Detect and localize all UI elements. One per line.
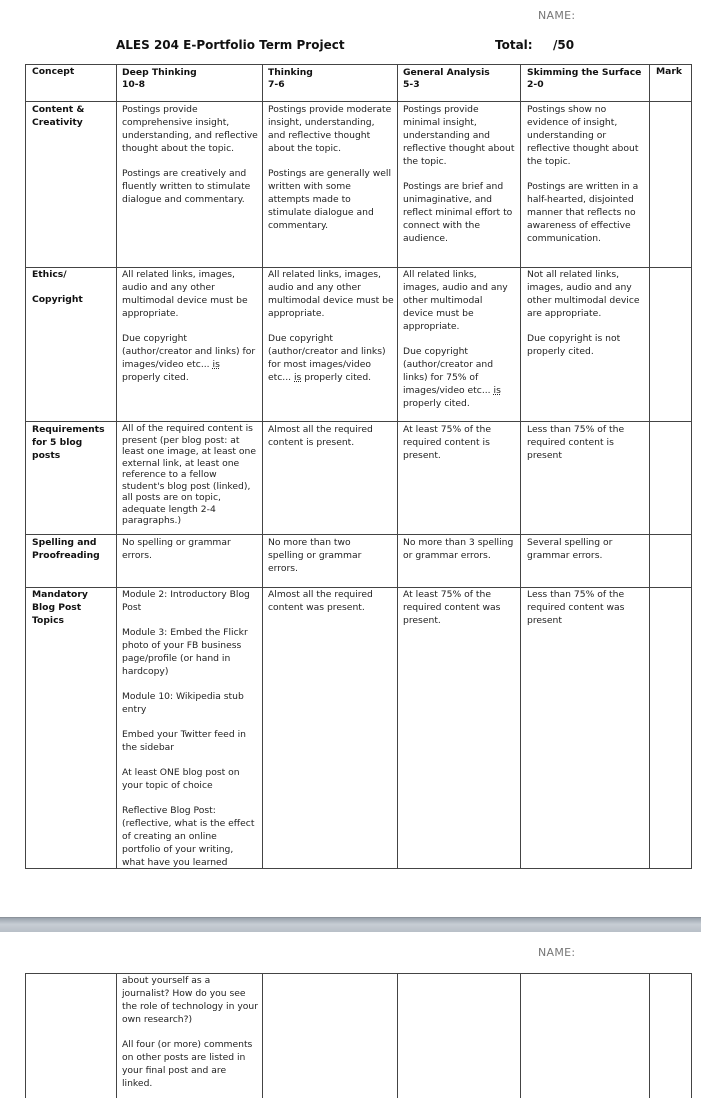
cell-mandatory-skim: Less than 75% of the required content was present	[527, 589, 625, 626]
cell-content-thinking: Postings provide moderate insight, understanding, and reflective thought about the topic. Postings are generally well written with some attempts made to stimulate dialogue and commentary.	[268, 104, 392, 231]
page-separator	[0, 917, 701, 932]
cell-ethics-general: All related links, images, audio and any other multimodal device must be appropriate. Due copyright (author/creator and links) for 75% of images/video etc... is properly cited.	[403, 269, 508, 409]
cell-requirements-deep: All of the required content is present (per blog post: at least one image, at least one external link, at least one reference to a fellow student's blog post (linked), all posts are on topic, adequate length 2-4 paragraphs.)	[122, 423, 257, 526]
header-deep-thinking: Deep Thinking 10-8	[122, 67, 197, 90]
concept-spelling: Spelling and Proofreading	[32, 537, 100, 561]
cell-spelling-general: No more than 3 spelling or grammar errors.	[403, 537, 514, 561]
cell-ethics-deep: All related links, images, audio and any other multimodal device must be appropriate. Due copyright (author/creator and links) for images/video etc... is properly cited.	[122, 269, 256, 383]
cell-spelling-thinking: No more than two spelling or grammar errors.	[268, 537, 362, 574]
concept-requirements: Requirements for 5 blog posts	[32, 424, 105, 461]
cell-mandatory-thinking: Almost all the required content was present.	[268, 589, 373, 613]
cell-content-deep: Postings provide comprehensive insight, understanding, and reflective thought about the topic. Postings are creatively and fluently written to stimulate dialogue and commentary.	[122, 104, 258, 205]
cell-requirements-skim: Less than 75% of the required content is present	[527, 424, 625, 461]
name-label-page2: NAME:	[538, 946, 576, 959]
name-label: NAME:	[538, 9, 576, 22]
header-concept: Concept	[32, 66, 75, 77]
cell-requirements-general: At least 75% of the required content is present.	[403, 424, 491, 461]
page-title: ALES 204 E-Portfolio Term Project	[116, 38, 345, 52]
cell-spelling-deep: No spelling or grammar errors.	[122, 537, 231, 561]
concept-ethics-copyright: Ethics/ Copyright	[32, 269, 83, 305]
cell-ethics-thinking: All related links, images, audio and any other multimodal device must be appropriate. Due copyright (author/creator and links) for most images/video etc... is properly cited.	[268, 269, 394, 383]
cell-content-general: Postings provide minimal insight, understanding and reflective thought about the topic. Postings are brief and unimaginative, and reflect minimal effort to connect with the audience.	[403, 104, 515, 244]
cell-content-skim: Postings show no evidence of insight, understanding or reflective thought about the topic. Postings are written in a half-hearted, disjointed manner that reflects no awareness of effective communication.	[527, 104, 639, 244]
header-skimming: Skimming the Surface 2-0	[527, 67, 642, 90]
cell-spelling-skim: Several spelling or grammar errors.	[527, 537, 613, 561]
cell-mandatory-deep: Module 2: Introductory Blog Post Module 3: Embed the Flickr photo of your FB business page/profile (or hand in hardcopy) Module 10: Wikipedia stub entry Embed your Twitter feed in the sidebar At least ONE blog post on your topic of choice Reflective Blog Post: (reflective, what is the effect of creating an online portfolio of your writing, what have you learned	[122, 589, 255, 868]
header-mark: Mark	[656, 66, 682, 77]
total-value: /50	[553, 38, 575, 52]
concept-content-creativity: Content & Creativity	[32, 104, 85, 128]
concept-mandatory-topics: Mandatory Blog Post Topics	[32, 589, 88, 626]
cell-ethics-skim: Not all related links, images, audio and any other multimodal device are appropriate. Due copyright is not properly cited.	[527, 269, 640, 357]
header-thinking: Thinking 7-6	[268, 67, 313, 90]
header-general-analysis: General Analysis 5-3	[403, 67, 490, 90]
cell-mandatory-deep-continued: about yourself as a journalist? How do you see the role of technology in your own research?) All four (or more) comments on other posts are listed in your final post and are linked.	[122, 975, 258, 1089]
cell-requirements-thinking: Almost all the required content is present.	[268, 424, 373, 448]
cell-mandatory-general: At least 75% of the required content was present.	[403, 589, 501, 626]
total-label: Total:	[495, 38, 533, 52]
